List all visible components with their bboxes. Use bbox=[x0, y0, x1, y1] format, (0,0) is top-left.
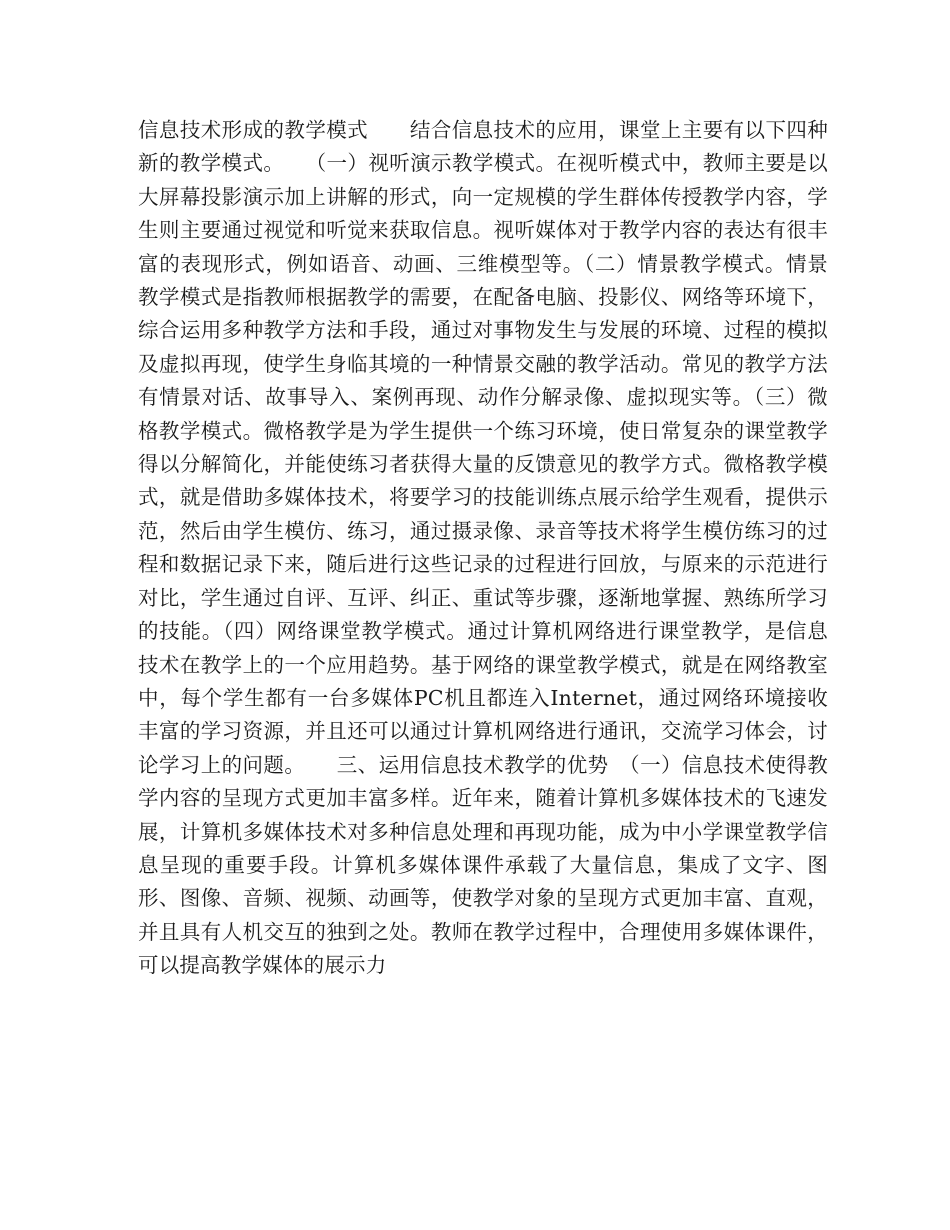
body-paragraph: 信息技术形成的教学模式 结合信息技术的应用，课堂上主要有以下四种新的教学模式。 （一）视听演示教学模式。在视听模式中，教师主要是以大屏幕投影演示加上讲解的形式，向一定规模的学生群体传授教学内容，学生则主要通过视觉和听觉来获取信息。视听媒体对于教学内容的表达有很丰富的表现形式，例如语音、动画、三维模型等。（二）情景教学模式。情景教学模式是指教师根据教学的需要，在配备电脑、投影仪、网络等环境下，综合运用多种教学方法和手段，通过对事物发生与发展的环境、过程的模拟及虚拟再现，使学生身临其境的一种情景交融的教学活动。常见的教学方法有情景对话、故事导入、案例再现、动作分解录像、虚拟现实等。（三）微格教学模式。微格教学是为学生提供一个练习环境，使日常复杂的课堂教学得以分解简化，并能使练习者获得大量的反馈意见的教学方式。微格教学模式，就是借助多媒体技术，将要学习的技能训练点展示给学生观看，提供示范，然后由学生模仿、练习，通过摄录像、录音等技术将学生模仿练习的过程和数据记录下来，随后进行这些记录的过程进行回放，与原来的示范进行对比，学生通过自评、互评、纠正、重试等步骤，逐渐地掌握、熟练所学习的技能。（四）网络课堂教学模式。通过计算机网络进行课堂教学，是信息技术在教学上的一个应用趋势。基于网络的课堂教学模式，就是在网络教室中，每个学生都有一台多媒体PC机且都连入Internet，通过网络环境接收丰富的学习资源，并且还可以通过计算机网络进行通讯，交流学习体会，讨论学习上的问题。 三、运用信息技术教学的优势 （一）信息技术使得教学内容的呈现方式更加丰富多样。近年来，随着计算机多媒体技术的飞速发展，计算机多媒体技术对多种信息处理和再现功能，成为中小学课堂教学信息呈现的重要手段。计算机多媒体课件承载了大量信息，集成了文字、图形、图像、音频、视频、动画等，使教学对象的呈现方式更加丰富、直观，并且具有人机交互的独到之处。教师在教学过程中，合理使用多媒体课件，可以提高教学媒体的展示力 bbox=[138, 118, 828, 978]
